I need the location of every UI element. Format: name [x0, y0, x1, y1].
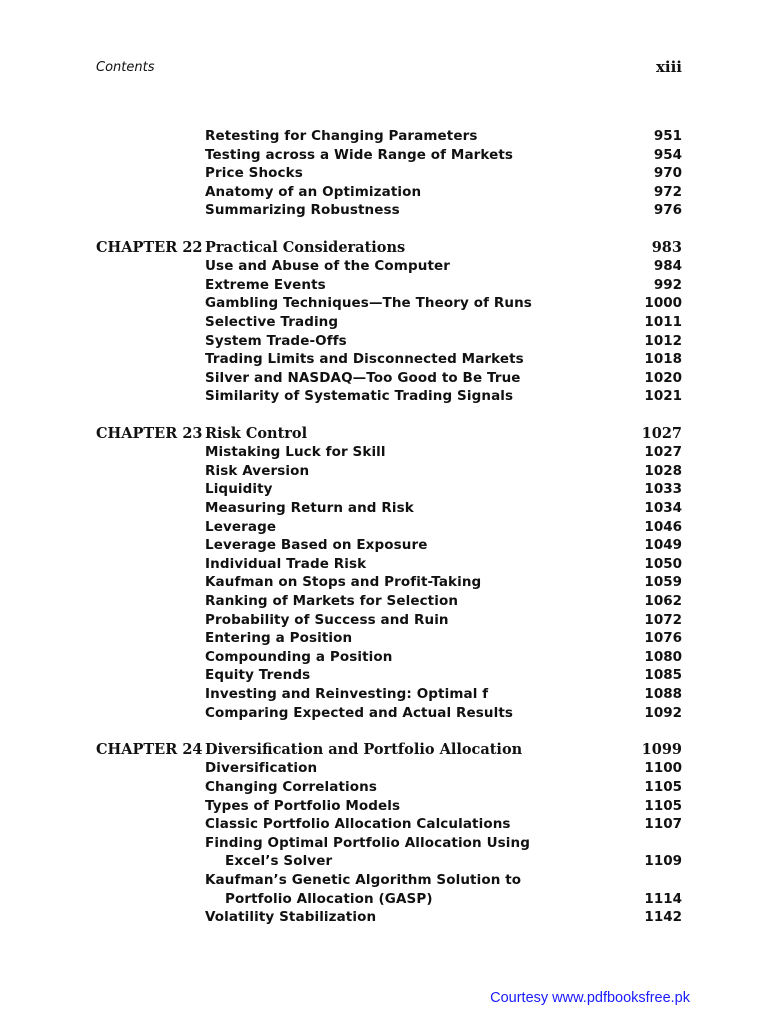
toc-entry-title: Excel’s Solver [225, 853, 333, 870]
toc-entry[interactable] [205, 128, 682, 147]
toc-entry[interactable] [205, 760, 682, 779]
toc-entry[interactable] [205, 779, 682, 798]
toc-entry-page: 1142 [644, 909, 682, 926]
toc-entry[interactable] [205, 444, 682, 463]
toc-entry[interactable] [205, 147, 682, 166]
toc-entry-title: Investing and Reinvesting: Optimal f [205, 686, 489, 702]
toc-entry[interactable] [205, 705, 682, 724]
toc-entry-title: Leverage [205, 518, 277, 535]
toc-entry-title: Types of Portfolio Models [205, 797, 401, 814]
toc-entry[interactable] [205, 277, 682, 296]
toc-entry-page: 1046 [644, 518, 682, 535]
chapter-title: Risk Control [205, 424, 308, 442]
toc-entry[interactable] [205, 295, 682, 314]
courtesy-link[interactable]: Courtesy www.pdfbooksfree.pk [490, 990, 690, 1006]
toc-entry-page: 1027 [644, 444, 682, 461]
chapter-page: 983 [651, 238, 682, 256]
toc-entry-title: Silver and NASDAQ—Too Good to Be True [205, 369, 521, 386]
toc-entry[interactable] [205, 519, 682, 538]
toc-entry-page: 1021 [644, 388, 682, 405]
toc-entry-page: 1028 [644, 462, 682, 479]
toc-entry[interactable] [205, 370, 682, 389]
toc-entry[interactable] [205, 388, 682, 407]
toc-entry-page: 1020 [644, 369, 682, 386]
toc-entry-title: Leverage Based on Exposure [205, 537, 428, 554]
toc-entry-page: 1105 [644, 779, 682, 795]
toc-entry-title: Equity Trends [205, 667, 311, 684]
toc-entry-page: 984 [653, 258, 682, 275]
toc-entry-title: Ranking of Markets for Selection [205, 593, 459, 609]
toc-entry-title: Testing across a Wide Range of Markets [205, 146, 514, 163]
toc-entry-title: Diversification [205, 760, 318, 777]
toc-entry-title: Use and Abuse of the Computer [205, 258, 451, 275]
toc-entry[interactable] [205, 891, 682, 910]
toc-entry-title: Comparing Expected and Actual Results [205, 704, 514, 721]
toc-entry-page: 1092 [644, 704, 682, 721]
toc-entry-title: Mistaking Luck for Skill [205, 444, 386, 461]
toc-entry[interactable] [205, 500, 682, 519]
toc-entry[interactable] [205, 202, 682, 221]
chapter-page: 1027 [641, 424, 682, 442]
toc-entry[interactable] [205, 184, 682, 203]
toc-entry-title: Price Shocks [205, 165, 303, 182]
toc-entry[interactable] [205, 537, 682, 556]
toc-entry[interactable] [205, 798, 682, 817]
toc-entry-page: 1109 [644, 853, 682, 870]
toc-entry-page: 1088 [644, 686, 682, 702]
toc-entry-title: Classic Portfolio Allocation Calculations [205, 816, 511, 833]
toc-entry-title: Trading Limits and Disconnected Markets [205, 351, 524, 368]
toc-entry-page: 1100 [644, 760, 682, 777]
chapter-label: CHAPTER 22 [96, 238, 203, 256]
toc-entry[interactable] [205, 574, 682, 593]
toc-entry[interactable] [205, 463, 682, 482]
toc-entry[interactable] [205, 872, 682, 891]
toc-entry-page: 970 [653, 165, 682, 182]
toc-entry-title: System Trade-Offs [205, 332, 347, 349]
toc-entry-page: 951 [653, 128, 682, 144]
toc-entry-page: 976 [653, 202, 682, 219]
toc-entry[interactable] [205, 630, 682, 649]
toc-entry[interactable] [205, 351, 682, 370]
toc-entry[interactable] [205, 593, 682, 612]
toc-entry-page: 954 [653, 146, 682, 163]
toc-entry-title: Gambling Techniques—The Theory of Runs [205, 295, 532, 312]
toc-entry-title: Compounding a Position [205, 648, 393, 665]
toc-entry-title: Anatomy of an Optimization [205, 183, 422, 200]
toc-entry-page: 1114 [644, 890, 682, 907]
running-head [96, 60, 682, 80]
toc-entry-title: Volatility Stabilization [205, 909, 377, 926]
toc-entry-page: 992 [653, 276, 682, 293]
chapter-title: Practical Considerations [205, 238, 406, 256]
toc-entry[interactable] [205, 649, 682, 668]
toc-entry[interactable] [205, 816, 682, 835]
toc-entry-title: Risk Aversion [205, 462, 310, 479]
toc-entry-title: Finding Optimal Portfolio Allocation Using [205, 834, 530, 851]
toc-entry-page: 1072 [644, 611, 682, 628]
toc-entry-page: 1050 [644, 555, 682, 572]
toc-entry-page: 1018 [644, 351, 682, 368]
toc-entry-title: Changing Correlations [205, 779, 377, 795]
toc-entry-title: Selective Trading [205, 314, 339, 330]
toc-entry-page: 1105 [644, 797, 682, 814]
chapter-label: CHAPTER 24 [96, 740, 203, 758]
toc-entry-page: 1062 [644, 593, 682, 609]
toc-entry[interactable] [205, 686, 682, 705]
toc-entry-page: 1012 [644, 332, 682, 349]
toc-entry-title: Individual Trade Risk [205, 555, 367, 572]
page-number-roman: xiii [655, 58, 682, 76]
toc-entry-page: 1085 [644, 667, 682, 684]
toc-entry[interactable] [205, 314, 682, 333]
toc-entry[interactable] [205, 165, 682, 184]
toc-entry-page: 972 [653, 183, 682, 200]
chapter-page: 1099 [641, 740, 682, 758]
toc-entry[interactable] [205, 556, 682, 575]
running-head-section: Contents [96, 60, 155, 75]
chapter-label: CHAPTER 23 [96, 424, 203, 442]
toc-entry[interactable] [205, 612, 682, 631]
toc-entry-title: Retesting for Changing Parameters [205, 128, 478, 144]
toc-entry-title: Kaufman on Stops and Profit-Taking [205, 574, 482, 591]
toc-entry-page: 1107 [644, 816, 682, 833]
chapter-heading[interactable] [96, 741, 682, 761]
toc-entry-title: Probability of Success and Ruin [205, 611, 449, 628]
toc-entry-title: Similarity of Systematic Trading Signals [205, 388, 514, 405]
toc-entry-title: Kaufman’s Genetic Algorithm Solution to [205, 872, 522, 888]
toc-entry-title: Summarizing Robustness [205, 202, 400, 219]
toc-entry[interactable] [205, 333, 682, 352]
toc-entry[interactable] [205, 667, 682, 686]
chapter-heading[interactable] [96, 425, 682, 445]
toc-entry-page: 1076 [644, 630, 682, 647]
toc-entry-page: 1011 [644, 314, 682, 330]
toc-entry-page: 1059 [644, 574, 682, 591]
toc-entry[interactable] [205, 909, 682, 928]
toc-entry-title: Portfolio Allocation (GASP) [225, 890, 433, 907]
toc-entry[interactable] [205, 258, 682, 277]
toc-entry-title: Entering a Position [205, 630, 353, 647]
toc-entry[interactable] [205, 835, 682, 854]
toc-entry-page: 1049 [644, 537, 682, 554]
toc-entry-page: 1033 [644, 481, 682, 498]
toc-entry[interactable] [205, 481, 682, 500]
chapter-title: Diversification and Portfolio Allocation [205, 740, 523, 758]
toc-entry[interactable] [205, 853, 682, 872]
toc-entry-title: Measuring Return and Risk [205, 500, 414, 516]
toc-entry-page: 1034 [644, 500, 682, 516]
toc-entry-page: 1080 [644, 648, 682, 665]
chapter-heading[interactable] [96, 239, 682, 259]
toc-entry-title: Extreme Events [205, 276, 326, 293]
toc-entry-title: Liquidity [205, 481, 273, 498]
toc-entry-page: 1000 [644, 295, 682, 312]
